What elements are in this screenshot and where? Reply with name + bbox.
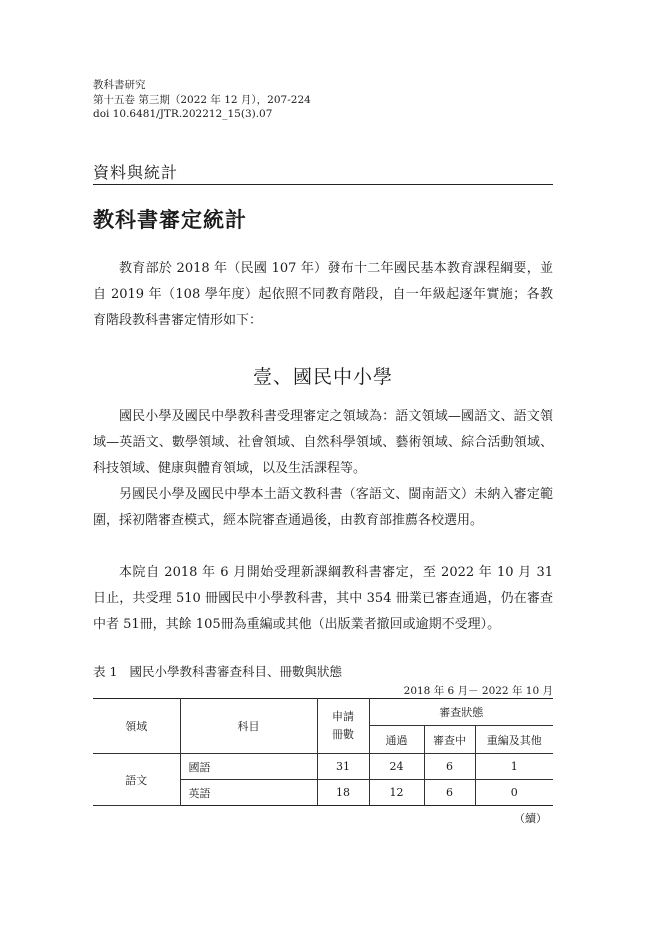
header-subject: 科目	[180, 699, 317, 754]
continued-note: （續）	[514, 812, 547, 825]
table-caption	[93, 662, 342, 680]
cell-applied: 31	[317, 754, 369, 780]
cell-domain: 語文	[93, 754, 180, 806]
cell-passed: 12	[369, 780, 424, 806]
header-reviewing: 審查中	[424, 726, 475, 754]
body-paragraph: 國民小學及國民中學教科書受理審定之領域為：語文領域—國語文、語文領域—英語文、數學領域、社會領域、自然科學領域、藝術領域、綜合活動領域、科技領域、健康與體育領域，以及生活課程等。	[93, 409, 553, 476]
header-applied: 申請 冊數	[317, 699, 369, 754]
article-title: 教科書審定統計	[93, 208, 247, 232]
issue-info: 第十五卷 第三期（2022 年 12 月），207-224	[93, 93, 311, 106]
review-status-table	[93, 698, 553, 806]
section-divider	[93, 184, 553, 185]
section-label: 資料與統計	[93, 163, 179, 182]
table-caption-text: 國民小學教科書審查科目、冊數與狀態	[129, 664, 342, 679]
body-paragraph: 本院自 2018 年 6 月開始受理新課綱教科書審定，至 2022 年 10 月 31 日止，共受理 510 冊國民中小學教科書，其中 354 冊業已審查通過，仍在審查中者 51冊，其餘 105冊為重編或其他（出版業者撤回或逾期不受理）。	[93, 565, 553, 632]
cell-other: 0	[475, 780, 553, 806]
table-row	[93, 754, 553, 780]
intro-paragraph: 教育部於 2018 年（民國 107 年）發布十二年國民基本教育課程綱要，並自 2019 年（108 學年度）起依照不同教育階段，自一年級起逐年實施；各教育階段教科書審定情形如下：	[93, 261, 553, 328]
cell-reviewing: 6	[424, 754, 475, 780]
doi: doi 10.6481/JTR.202212_15(3).07	[93, 108, 273, 120]
section-heading: 壹、國民中小學	[252, 366, 393, 388]
journal-name: 教科書研究	[93, 79, 146, 91]
header-domain: 領域	[93, 699, 180, 754]
cell-subject: 國語	[180, 754, 317, 780]
header-status: 審查狀態	[369, 699, 553, 726]
cell-other: 1	[475, 754, 553, 780]
body-paragraph: 另國民小學及國民中學本土語文教科書（客語文、閩南語文）未納入審定範圍，採初階審查模式，經本院審查通過後，由教育部推薦各校選用。	[93, 487, 553, 528]
journal-header	[93, 78, 311, 122]
table-number: 表 1	[93, 664, 118, 679]
cell-reviewing: 6	[424, 780, 475, 806]
cell-applied: 18	[317, 780, 369, 806]
header-passed: 通過	[369, 726, 424, 754]
table-date-range: 2018 年 6 月－ 2022 年 10 月	[403, 685, 553, 697]
header-other: 重編及其他	[475, 726, 553, 754]
cell-passed: 24	[369, 754, 424, 780]
cell-subject: 英語	[180, 780, 317, 806]
